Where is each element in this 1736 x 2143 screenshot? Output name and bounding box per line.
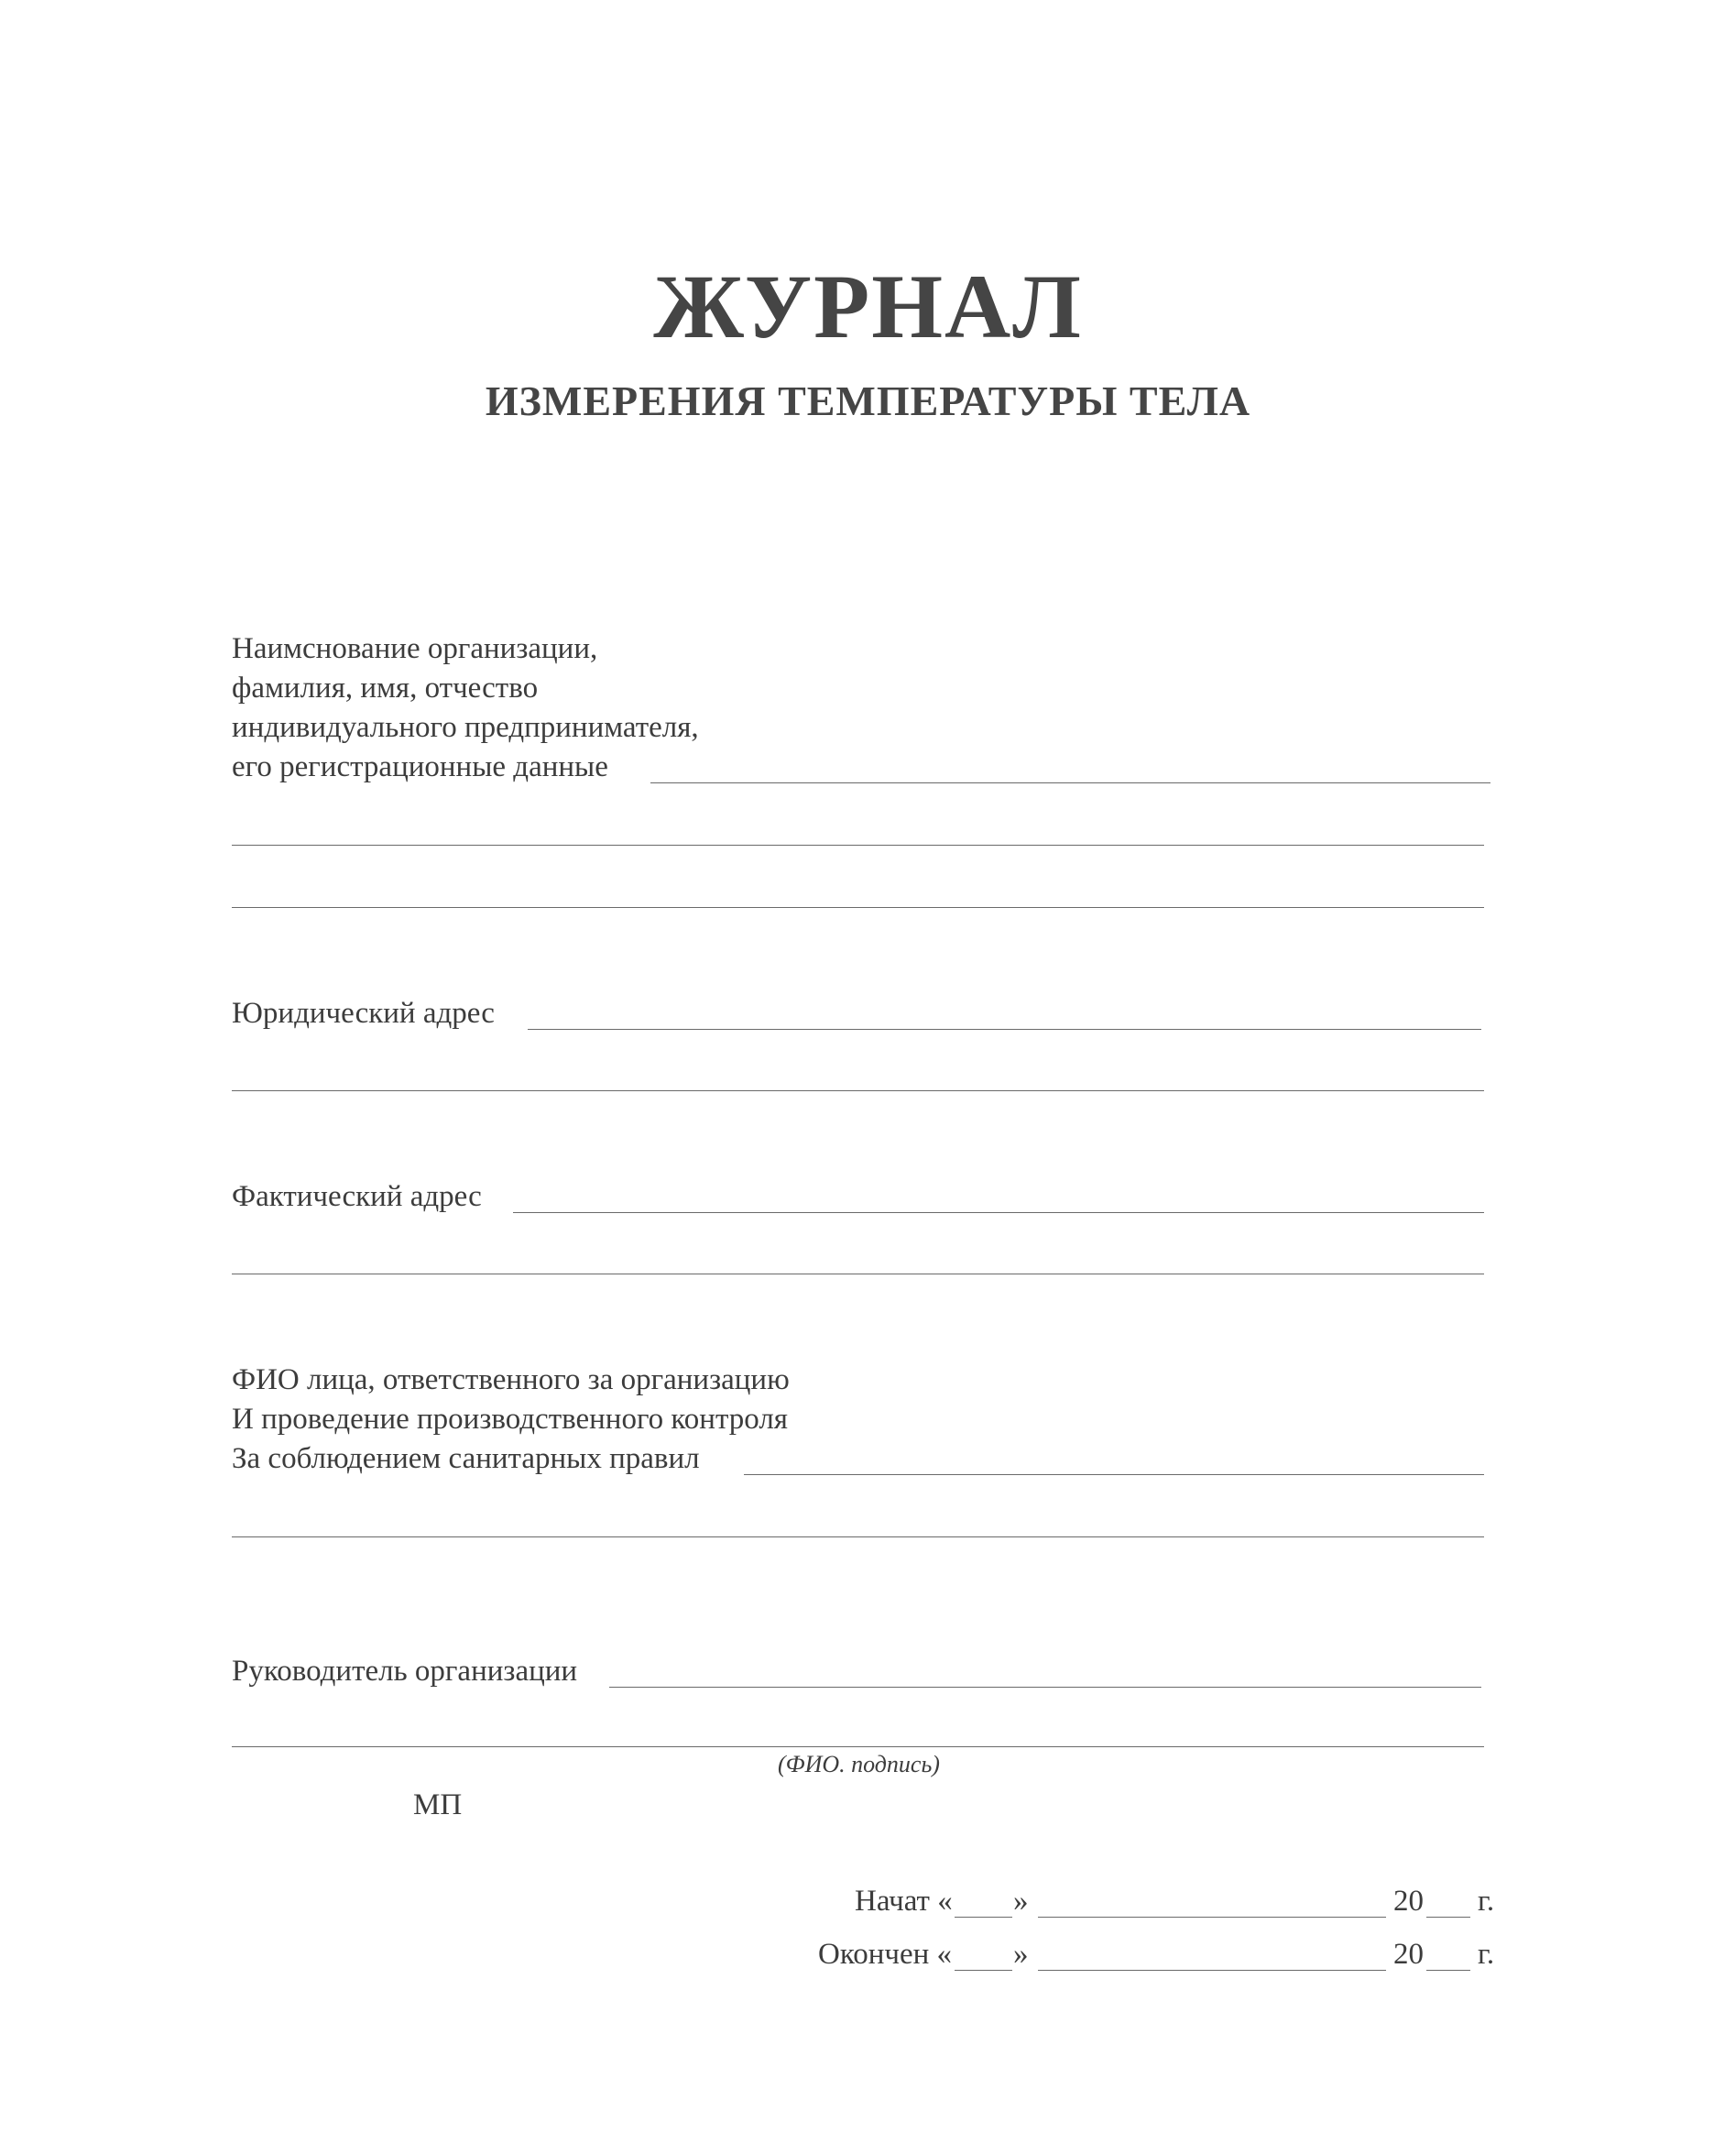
signature-caption: (ФИО. подпись): [778, 1751, 940, 1777]
finished-quote-close: »: [1013, 1938, 1029, 1971]
organization-label-line3: индивидуального предпринимателя,: [232, 711, 699, 744]
organization-label-line1: Наимснование организации,: [232, 632, 598, 665]
journal-subtitle: ИЗМЕРЕНИЯ ТЕМПЕРАТУРЫ ТЕЛА: [485, 377, 1251, 424]
started-year-prefix: 20: [1393, 1885, 1424, 1918]
responsible-label-line1: ФИО лица, ответственного за организацию: [232, 1363, 790, 1396]
legal-address-field-line2[interactable]: [232, 1090, 1484, 1091]
responsible-label-line2: И проведение производственного контроля: [232, 1403, 788, 1436]
organization-label-line4: его регистрационные данные: [232, 750, 608, 783]
started-month-field[interactable]: [1038, 1917, 1386, 1918]
journal-title: ЖУРНАЛ: [653, 256, 1083, 357]
started-label: Начат «: [855, 1885, 953, 1918]
started-year-field[interactable]: [1426, 1917, 1470, 1918]
responsible-label-line3: За соблюдением санитарных правил: [232, 1442, 700, 1475]
finished-label: Окончен «: [818, 1938, 953, 1971]
started-day-field[interactable]: [955, 1917, 1012, 1918]
finished-year-prefix: 20: [1393, 1938, 1424, 1971]
finished-day-field[interactable]: [955, 1970, 1012, 1971]
responsible-field-line1[interactable]: [744, 1474, 1484, 1475]
head-label: Руководитель организации: [232, 1655, 578, 1688]
actual-address-label: Фактический адрес: [232, 1180, 482, 1213]
organization-field-line1[interactable]: [650, 782, 1490, 783]
head-signature-line[interactable]: [232, 1746, 1484, 1747]
stamp-label: МП: [413, 1788, 463, 1821]
legal-address-label: Юридический адрес: [232, 997, 495, 1030]
finished-month-field[interactable]: [1038, 1970, 1386, 1971]
organization-field-line2[interactable]: [232, 845, 1484, 846]
legal-address-field-line1[interactable]: [528, 1029, 1481, 1030]
finished-year-suffix: г.: [1478, 1938, 1495, 1971]
finished-year-field[interactable]: [1426, 1970, 1470, 1971]
head-field-line1[interactable]: [609, 1687, 1481, 1688]
responsible-field-line2[interactable]: [232, 1536, 1484, 1537]
organization-field-line3[interactable]: [232, 907, 1484, 908]
organization-label-line2: фамилия, имя, отчество: [232, 672, 539, 705]
actual-address-field-line1[interactable]: [513, 1212, 1484, 1213]
started-year-suffix: г.: [1478, 1885, 1495, 1918]
started-quote-close: »: [1013, 1885, 1029, 1918]
